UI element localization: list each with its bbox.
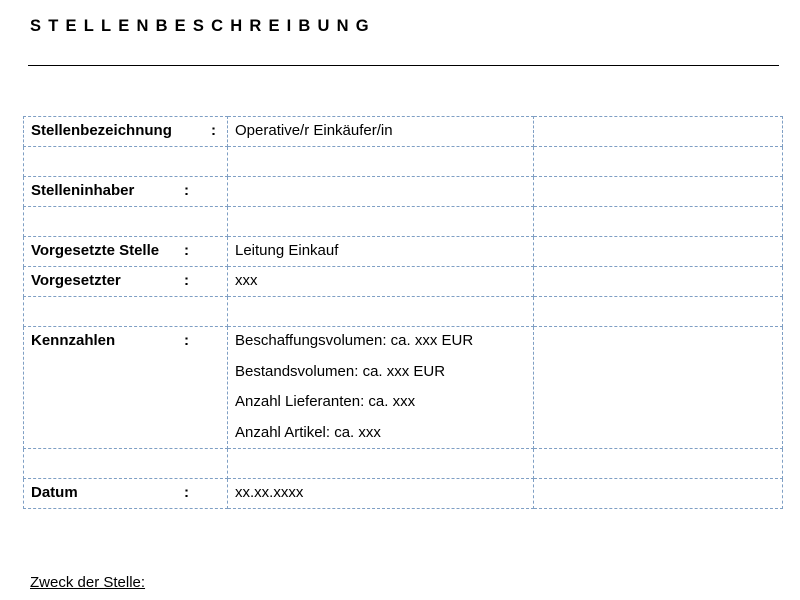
table-row-supervisor [24,267,783,297]
empty-cell [534,267,783,297]
label-colon: : [184,182,189,199]
value-cell [228,237,534,267]
label-colon: : [184,332,189,349]
empty-cell [228,147,534,177]
table-row-spacer [24,147,783,177]
key-figure-supplier-count: Anzahl Lieferanten: ca. xxx [235,393,416,410]
empty-cell [534,117,783,147]
field-label-superior-position [31,241,227,261]
empty-cell [24,449,228,479]
key-figure-procurement-volume: Beschaffungsvolumen: ca. xxx EUR [235,332,474,349]
table-row-superior-position [24,237,783,267]
label-cell [24,177,228,207]
value-cell [228,117,534,147]
empty-cell [534,147,783,177]
label-text: Datum [31,484,78,501]
key-figure-inventory-volume: Bestandsvolumen: ca. xxx EUR [235,362,446,380]
empty-cell [228,207,534,237]
label-text: Stellenbezeichnung [31,122,172,139]
value-cell [228,327,534,449]
key-figure-article-count: Anzahl Artikel: ca. xxx [235,423,381,441]
label-colon: : [184,272,189,289]
empty-cell [228,449,534,479]
table-row-key-figures [24,327,783,449]
label-cell [24,479,228,509]
empty-cell [24,207,228,237]
empty-cell [228,297,534,327]
label-text: Stelleninhaber [31,182,135,199]
value-cell [228,267,534,297]
empty-cell [534,327,783,449]
label-cell [24,117,228,147]
field-label-job-title [31,121,227,141]
label-colon: : [211,122,216,139]
label-cell [24,237,228,267]
empty-cell [24,147,228,177]
label-cell [24,267,228,297]
label-colon: : [184,484,189,501]
field-value-job-title: Operative/r Einkäufer/in [235,122,393,139]
empty-cell [534,237,783,267]
job-description-table [23,116,783,509]
label-text: Kennzahlen [31,332,116,349]
purpose-section-heading: Zweck der Stelle: [30,574,146,591]
table-row-position-holder [24,177,783,207]
field-value-supervisor: xxx [235,272,258,289]
table-row-job-title [24,117,783,147]
value-cell [228,177,534,207]
field-label-supervisor [31,271,227,291]
label-cell [24,327,228,449]
empty-cell [534,207,783,237]
table-row-spacer [24,207,783,237]
field-label-date [31,483,227,503]
label-text: Vorgesetzter [31,272,121,289]
field-label-position-holder [31,181,227,201]
document-title: STELLENBESCHREIBUNG [30,17,376,35]
field-label-key-figures [31,331,227,351]
label-text: Vorgesetzte Stelle [31,242,160,259]
empty-cell [534,449,783,479]
label-colon: : [184,242,189,259]
table-row-spacer [24,449,783,479]
field-value-superior-position: Leitung Einkauf [235,242,339,259]
field-value-date: xx.xx.xxxx [235,484,304,501]
empty-cell [534,177,783,207]
empty-cell [24,297,228,327]
value-cell [228,479,534,509]
title-divider [28,65,779,66]
empty-cell [534,479,783,509]
empty-cell [534,297,783,327]
table-row-spacer [24,297,783,327]
table-row-date [24,479,783,509]
